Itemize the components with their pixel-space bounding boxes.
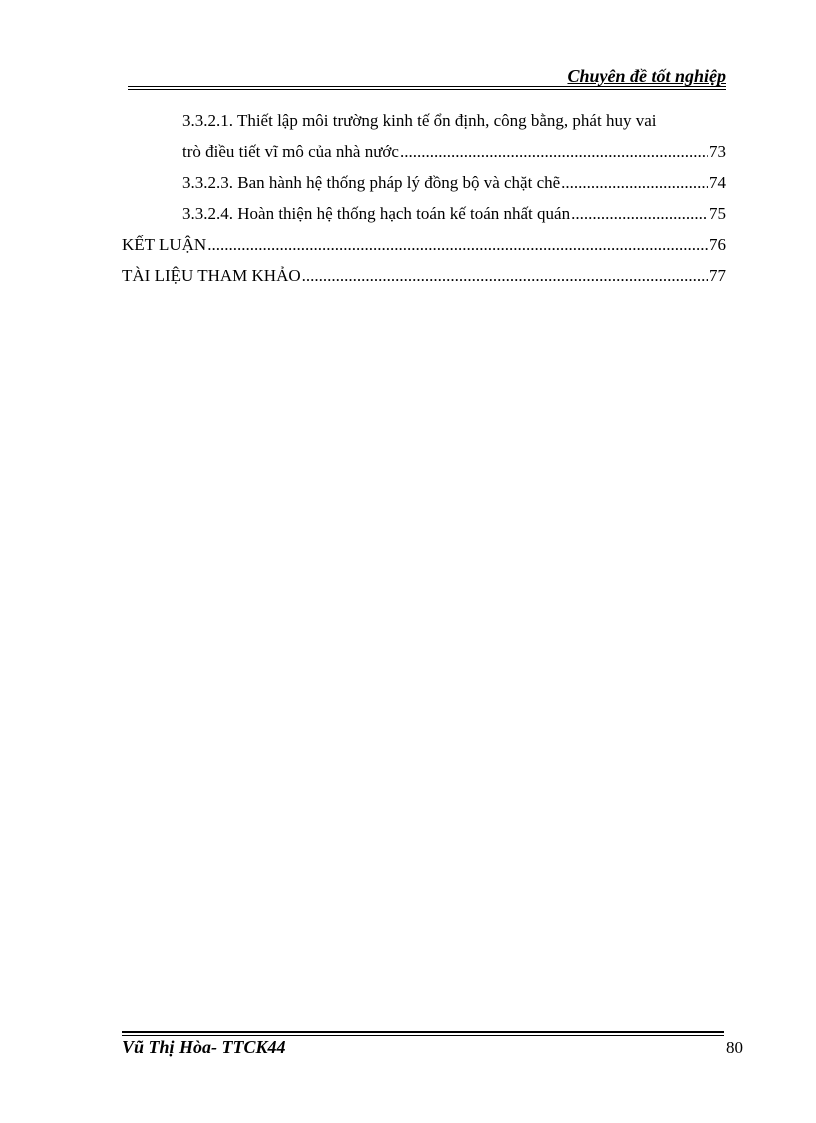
footer-rule-top	[122, 1031, 724, 1033]
header-title: Chuyên đề tốt nghiệp	[567, 66, 726, 86]
toc-entry-label: 3.3.2.3. Ban hành hệ thống pháp lý đồng bộ và chặt chẽ	[182, 173, 561, 192]
dot-leader	[400, 136, 708, 167]
footer-rule-bottom	[122, 1035, 724, 1036]
toc-entry-label: 3.3.2.1. Thiết lập môi trường kinh tế ổn định, công bằng, phát huy vai	[182, 111, 657, 130]
toc-entry-3-3-2-1-line-1	[122, 105, 726, 136]
toc-entry-ket-luan[interactable]	[122, 229, 726, 260]
toc-entry-page: 75	[709, 204, 726, 223]
footer-page-number: 80	[726, 1038, 743, 1057]
header-rule-top	[128, 86, 726, 87]
toc-entry-3-3-2-1-line-2[interactable]	[122, 136, 726, 167]
toc-entry-page: 74	[709, 173, 726, 192]
toc-entry-page: 76	[709, 235, 726, 254]
dot-leader	[302, 260, 708, 291]
toc-entry-3-3-2-4[interactable]	[122, 198, 726, 229]
toc-entry-page: 77	[709, 266, 726, 285]
footer-author: Vũ Thị Hòa- TTCK44	[122, 1037, 286, 1057]
dot-leader	[571, 198, 708, 229]
dot-leader	[561, 167, 708, 198]
table-of-contents	[122, 105, 726, 291]
header-rule-bottom	[128, 89, 726, 90]
toc-entry-tai-lieu-tham-khao[interactable]	[122, 260, 726, 291]
toc-entry-label: trò điều tiết vĩ mô của nhà nước	[182, 142, 399, 161]
dot-leader	[207, 229, 708, 260]
toc-entry-label: KẾT LUẬN	[122, 235, 207, 254]
toc-entry-3-3-2-3[interactable]	[122, 167, 726, 198]
toc-entry-page: 73	[709, 142, 726, 161]
toc-entry-label: TÀI LIỆU THAM KHẢO	[122, 266, 301, 285]
toc-entry-label: 3.3.2.4. Hoàn thiện hệ thống hạch toán kế toán nhất quán	[182, 204, 571, 223]
